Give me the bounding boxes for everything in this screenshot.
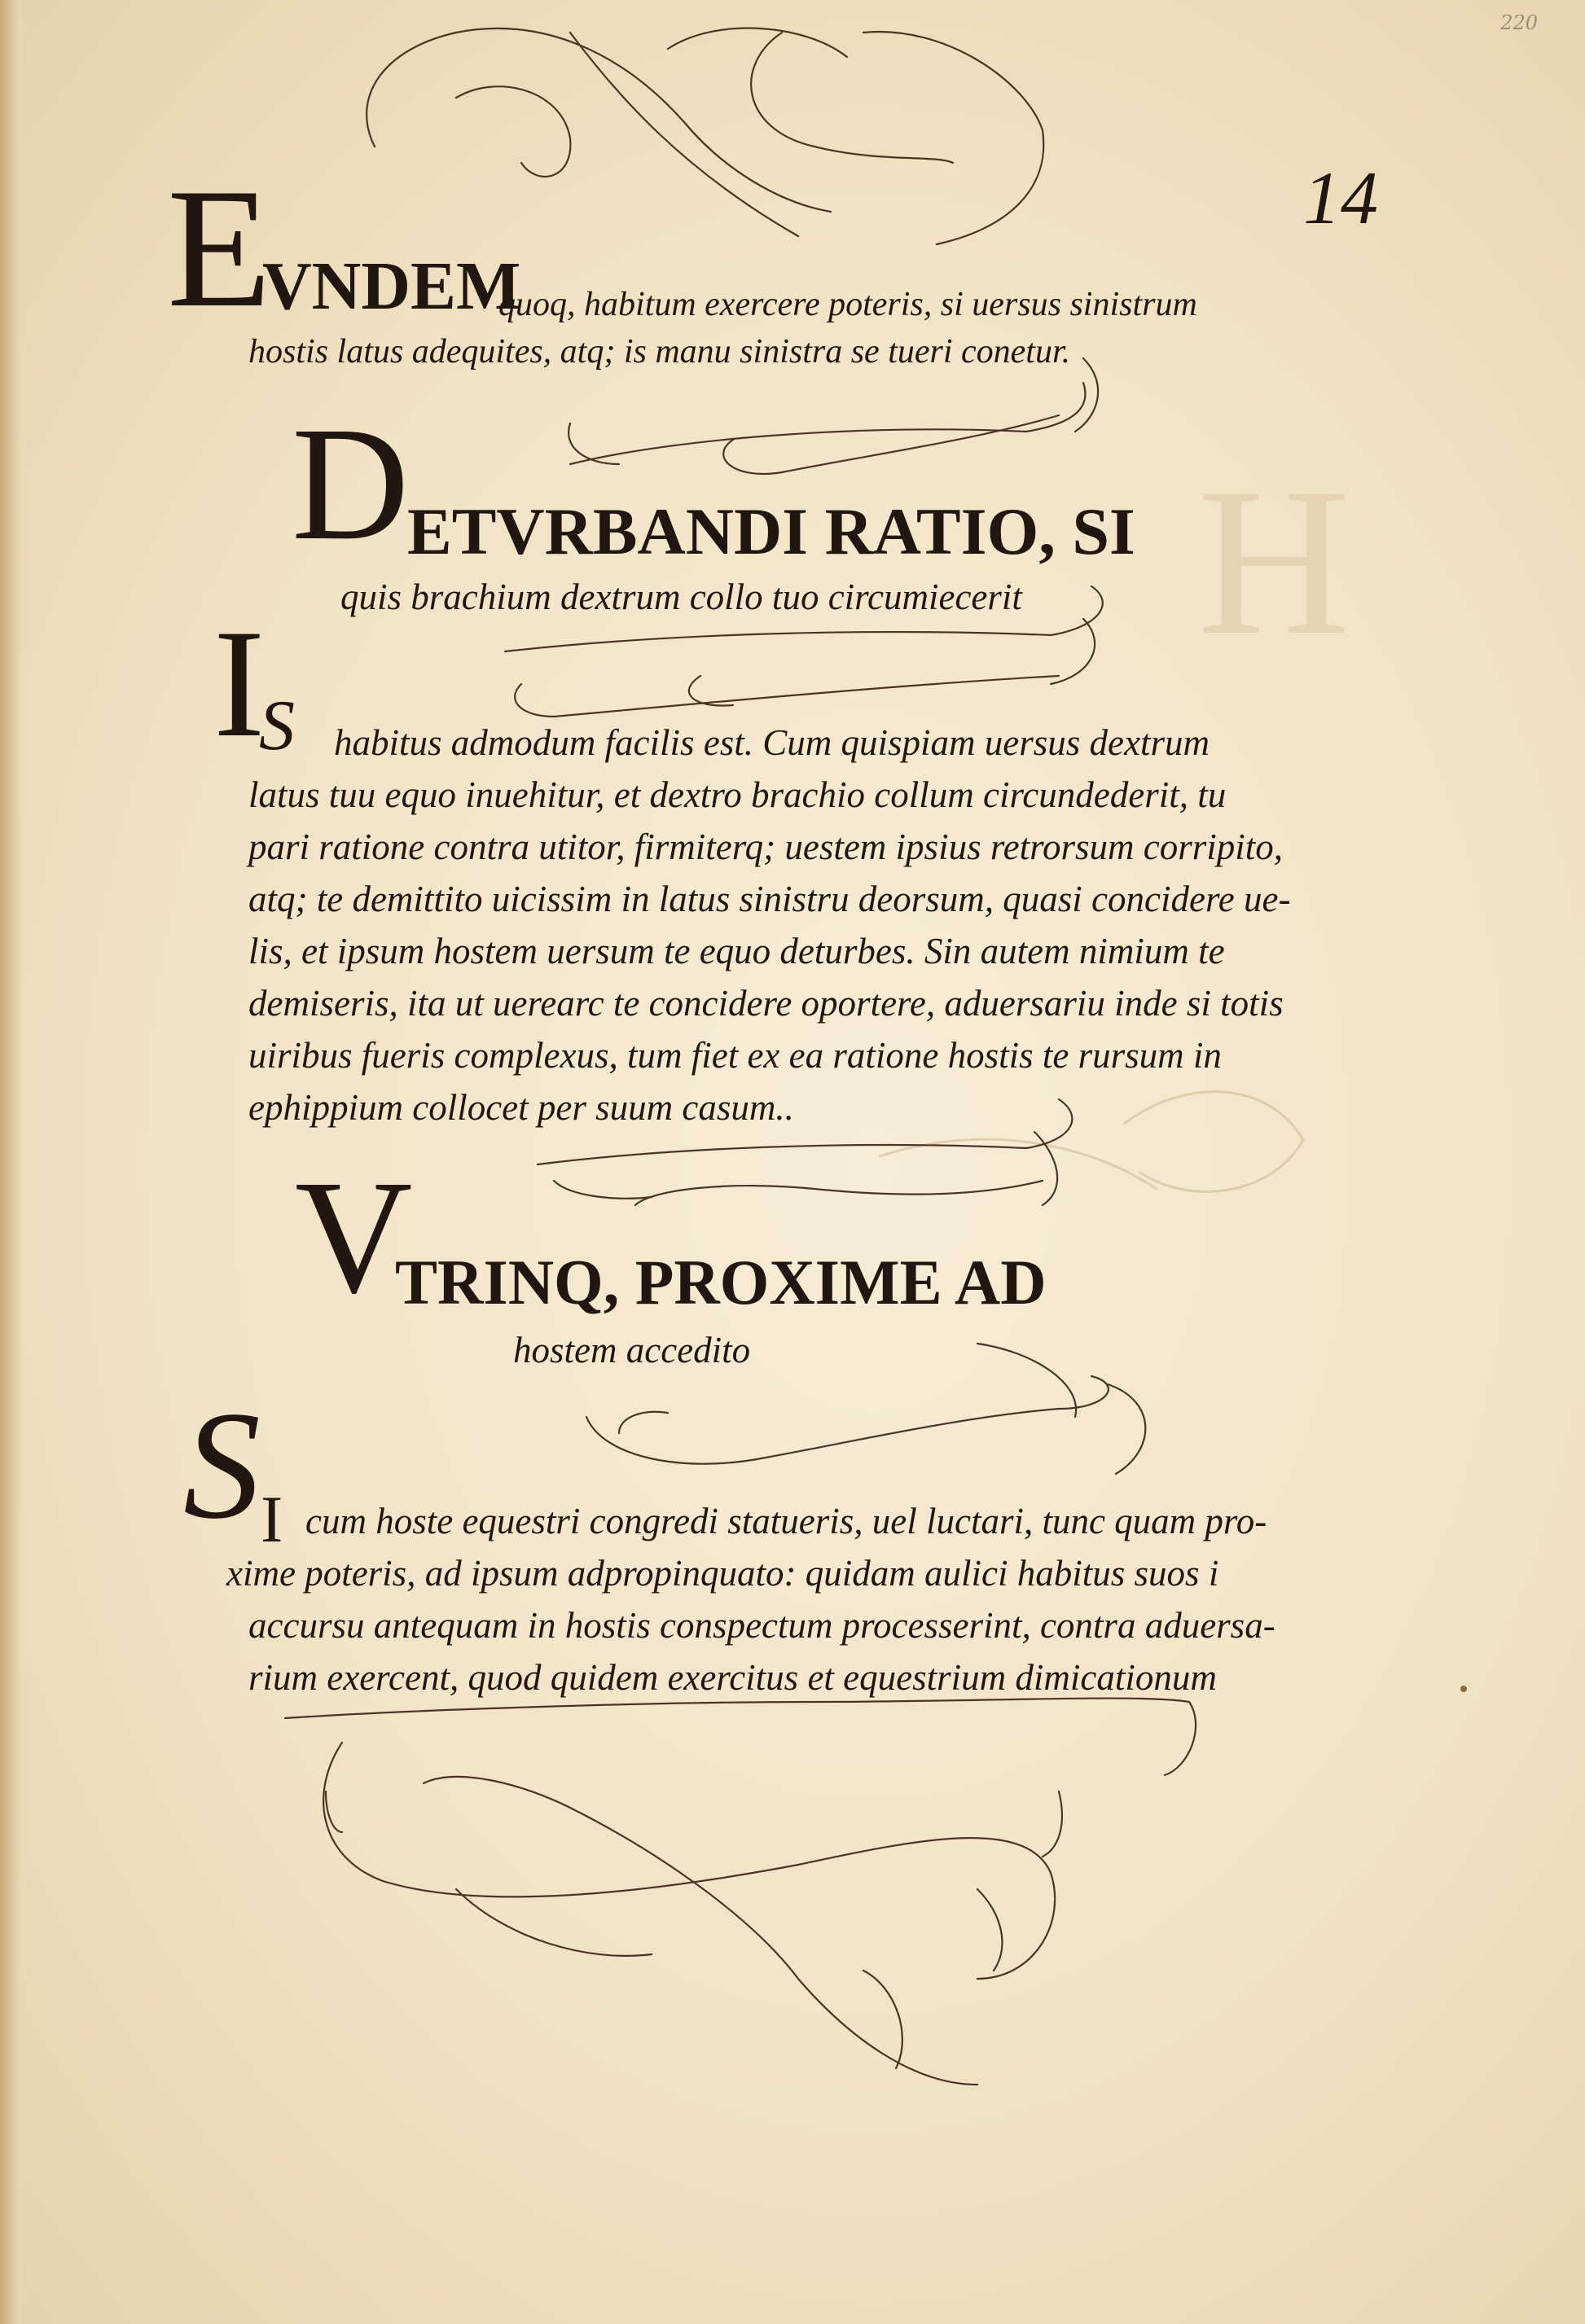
text-line: demiseris, ita ut uerearc te concidere oportere, aduersariu inde si totis — [248, 983, 1284, 1024]
page-edge — [0, 0, 21, 2324]
text-line: pari ratione contra utitor, firmiterq; uestem ipsius retrorsum corripito, — [248, 827, 1284, 867]
pencil-folio-number: 220 — [1500, 11, 1538, 34]
text-line: accursu antequam in hostis conspectum processerint, contra aduersa- — [248, 1605, 1275, 1646]
show-through-letter: H — [1197, 445, 1350, 679]
text-line: cum hoste equestri congredi statueris, uel luctari, tunc quam pro- — [305, 1501, 1267, 1541]
text-line: xime poteris, ad ipsum adpropinquato: quidam aulici habitus suos i — [226, 1553, 1219, 1594]
initial-letter-i: I — [213, 599, 266, 770]
text-line: hostis latus adequites, atq; is manu sinistra se tueri conetur. — [248, 333, 1071, 371]
text-line: latus tuu equo inuehitur, et dextro brachio collum circundederit, tu — [248, 774, 1227, 815]
text-line: ephippium collocet per suum casum.. — [248, 1087, 794, 1128]
section-subtitle: quis brachium dextrum collo tuo circumiecerit — [340, 577, 1022, 617]
heading-utrinque-proxime: TRINQ, PROXIME AD — [395, 1247, 1047, 1318]
initial-letter-s: S — [259, 686, 295, 765]
initial-letter-i: I — [261, 1482, 283, 1556]
initial-letter-v: V — [295, 1147, 413, 1327]
text-line: habitus admodum facilis est. Cum quispiam uersus dextrum — [334, 722, 1210, 763]
ink-spot — [1460, 1686, 1467, 1692]
heading-vndem: VNDEM — [262, 248, 521, 324]
initial-letter-d: D — [292, 394, 410, 574]
text-line: uiribus fueris complexus, tum fiet ex ea ratione hostis te rursum in — [248, 1035, 1222, 1076]
section-subtitle: hostem accedito — [513, 1330, 751, 1370]
text-line: atq; te demittito uicissim in latus sinistru deorsum, quasi concidere ue- — [248, 879, 1291, 919]
text-line: rium exercent, quod quidem exercitus et equestrium dimicationum — [248, 1657, 1217, 1698]
heading-deturbandi-ratio: ETVRBANDI RATIO, SI — [407, 494, 1135, 568]
initial-letter-e: E — [167, 154, 272, 343]
text-line: quoq, habitum exercere poteris, si uersus sinistrum — [498, 286, 1197, 323]
initial-letter-s: S — [183, 1380, 261, 1551]
folio-number: 14 — [1303, 156, 1378, 239]
text-line: lis, et ipsum hostem uersum te equo deturbes. Sin autem nimium te — [248, 931, 1225, 971]
